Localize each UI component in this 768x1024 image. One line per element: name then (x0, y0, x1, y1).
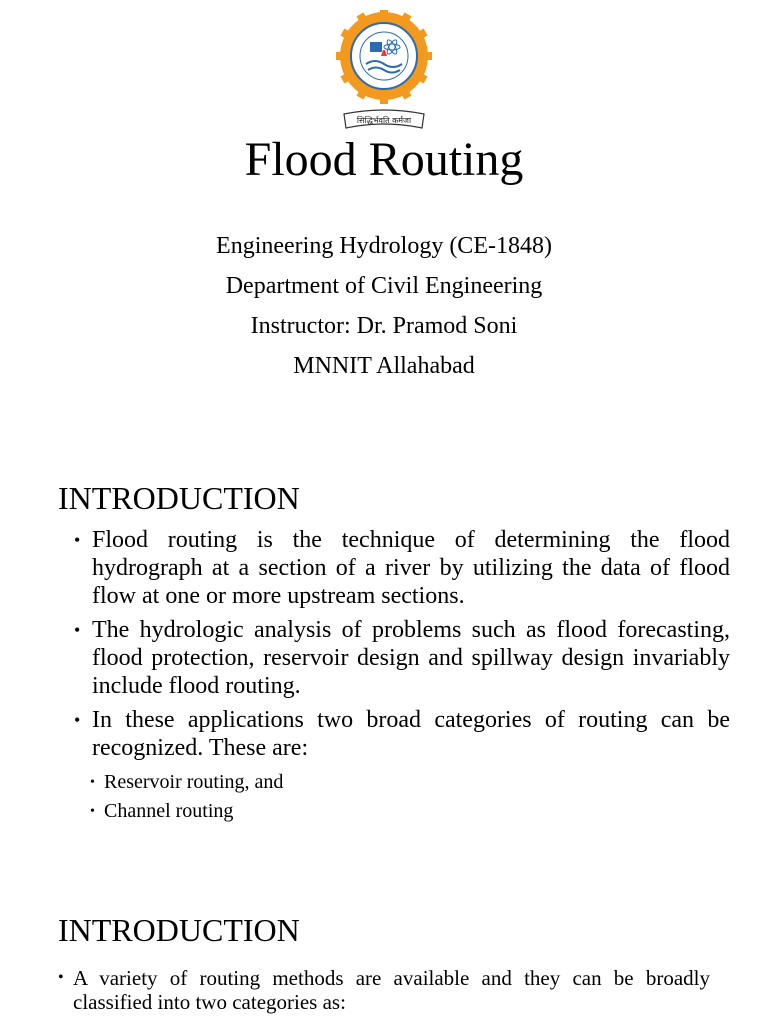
institute-line: MNNIT Allahabad (293, 353, 475, 379)
sub-list-item: • Reservoir routing, and (74, 768, 730, 797)
sub-list-item: • Channel routing (74, 797, 730, 826)
instructor-line: Instructor: Dr. Pramod Soni (250, 313, 518, 339)
page-title: Flood Routing (244, 133, 524, 186)
bullet-list (74, 526, 730, 826)
introduction-slide-1 (0, 440, 768, 865)
list-item: • Flood routing is the technique of determining the flood hydrograph at a section of a river by utilizing the data of flood flow at one or more upstream sections. (74, 526, 730, 610)
institute-logo (336, 10, 432, 134)
title-slide (0, 0, 768, 420)
bullet-list (58, 966, 710, 1020)
subtitle-block (0, 226, 768, 386)
list-item: • A variety of routing methods are available and they can be broadly classified into two categories as: (58, 966, 710, 1014)
seal-icon (336, 10, 432, 134)
list-item: • The hydrologic analysis of problems such as flood forecasting, flood protection, reservoir design and spillway design invariably include flood routing. (74, 616, 730, 700)
department-line: Department of Civil Engineering (225, 273, 543, 299)
logo-motto: सिद्धिर्भवति कर्मजा (356, 116, 412, 125)
introduction-slide-2 (0, 880, 768, 1024)
course-line: Engineering Hydrology (CE-1848) (216, 233, 552, 259)
slide-heading: INTRODUCTION (58, 480, 300, 516)
list-item: • In these applications two broad categories of routing can be recognized. These are: (74, 706, 730, 762)
slide-heading: INTRODUCTION (58, 912, 300, 948)
